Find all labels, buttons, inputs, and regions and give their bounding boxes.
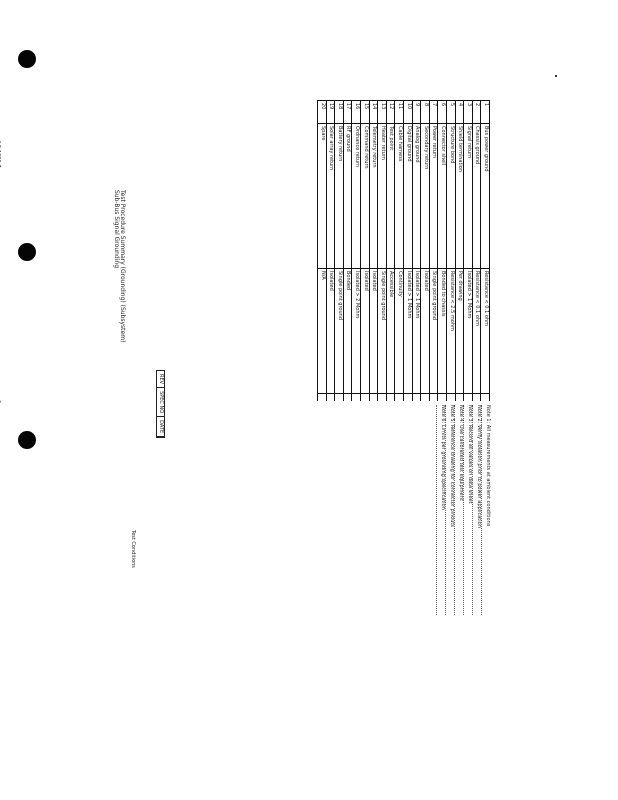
table-row	[420, 101, 429, 401]
table-cell: Isolated > 2 Mohm	[353, 269, 361, 394]
table-cell: Isolated	[361, 269, 369, 394]
table-cell: 12	[387, 101, 395, 124]
table-row	[472, 101, 481, 401]
spec-no-label: SPEC NO	[157, 388, 164, 417]
table-cell: Isolated > 1 Mohm	[413, 269, 421, 394]
table-cell: 18	[335, 101, 343, 124]
table-cell: 2	[473, 101, 481, 124]
note-line: Note 3: Record all values on data sheet	[463, 405, 472, 615]
table-row	[352, 101, 361, 401]
table-row	[377, 101, 386, 401]
table-cell: Structure bond	[447, 124, 455, 269]
table-row	[317, 101, 326, 401]
table-cell: Secondary return	[421, 124, 429, 269]
spec-table	[317, 100, 490, 401]
document-title	[113, 190, 125, 342]
table-row	[343, 101, 352, 401]
rev-label: REV	[157, 371, 164, 388]
table-cell: Telemetry return	[370, 124, 378, 269]
punch-hole	[18, 431, 36, 449]
table-cell: Resistance < 0.1 ohm	[481, 269, 489, 394]
subtitle-text: Sub-Bus Signal Grounding	[113, 190, 120, 269]
title-text: Test Procedure Summary (Grounding) (Subsystem)	[119, 190, 126, 343]
note-line: Note 1: All measurements at ambient conditions	[481, 405, 490, 615]
table-cell: Cable harness	[395, 124, 403, 269]
table-row	[437, 101, 446, 401]
table-cell: Bonded to chassis	[438, 269, 446, 394]
table-cell: 19	[327, 101, 335, 124]
table-cell: 1	[481, 101, 489, 124]
table-cell: 9	[413, 101, 421, 124]
table-cell: Single point ground	[378, 269, 386, 394]
table-row	[386, 101, 395, 401]
table-cell: Power return	[430, 124, 438, 269]
table-cell: Per drawing	[456, 269, 464, 394]
table-cell: Signal return	[464, 124, 472, 269]
table-row	[403, 101, 412, 401]
table-cell: 16	[353, 101, 361, 124]
table-row	[480, 101, 489, 401]
table-cell: 11	[395, 101, 403, 124]
table-cell: Resistance < 2.5 mohm	[447, 269, 455, 394]
table-row	[394, 101, 403, 401]
table-cell: Battery return	[335, 124, 343, 269]
table-cell: 15	[361, 101, 369, 124]
table-row	[463, 101, 472, 401]
table-cell: 3	[464, 101, 472, 124]
table-row	[455, 101, 464, 401]
punch-hole	[18, 243, 36, 261]
table-cell: N/A	[318, 269, 326, 394]
date-label: DATE	[157, 417, 164, 437]
table-cell: Isolated	[327, 269, 335, 394]
note-line: Note 2: Verify isolation prior to power application	[472, 405, 481, 615]
table-cell: 14	[370, 101, 378, 124]
table-cell: 10	[404, 101, 412, 124]
notes-block	[436, 405, 490, 615]
table-cell: 13	[378, 101, 386, 124]
table-cell: 20	[318, 101, 326, 124]
table-cell: Continuity	[395, 269, 403, 394]
table-cell: Shield termination	[456, 124, 464, 269]
table-cell: 4	[456, 101, 464, 124]
table-cell: RF ground	[344, 124, 352, 269]
table-cell: Analog ground	[413, 124, 421, 269]
note-line: Note 5: Reference drawing for connector pinouts	[445, 405, 454, 615]
note-line: Note 4: Use calibrated test equipment	[454, 405, 463, 615]
table-cell: 6	[438, 101, 446, 124]
table-row	[429, 101, 438, 401]
table-cell: Single point ground	[430, 269, 438, 394]
punch-hole	[18, 50, 36, 68]
revision-box	[156, 370, 165, 438]
table-cell: Isolated	[421, 269, 429, 394]
table-cell: 5	[447, 101, 455, 124]
table-cell: Bonded	[344, 269, 352, 394]
table-cell: Connector shell	[438, 124, 446, 269]
table-cell: Isolated > 1 Mohm	[464, 269, 472, 394]
table-cell: 7	[430, 101, 438, 124]
table-row	[446, 101, 455, 401]
table-cell: Isolated > 1 Mohm	[404, 269, 412, 394]
scan-mark	[555, 75, 557, 77]
table-cell: Chassis ground	[473, 124, 481, 269]
table-cell: 8	[421, 101, 429, 124]
table-row	[334, 101, 343, 401]
table-cell: Bus power ground	[481, 124, 489, 269]
table-cell: Test point	[387, 124, 395, 269]
header-right: Test Conditions	[130, 530, 136, 568]
table-cell: 17	[344, 101, 352, 124]
table-row	[360, 101, 369, 401]
note-line: Note 6: Limits per grounding specification	[436, 405, 445, 615]
table-cell: Resistance < 0.1 ohm	[473, 269, 481, 394]
table-cell: Spare	[318, 124, 326, 269]
table-cell: Digital ground	[404, 124, 412, 269]
table-cell: Accessible	[387, 269, 395, 394]
table-cell: Ordnance return	[353, 124, 361, 269]
table-row	[412, 101, 421, 401]
table-row	[326, 101, 335, 401]
rotated-spec-sheet	[75, 100, 505, 620]
table-cell: Solar array return	[327, 124, 335, 269]
table-cell: Isolated	[370, 269, 378, 394]
table-cell: Command return	[361, 124, 369, 269]
table-cell: Heater return	[378, 124, 386, 269]
table-row	[369, 101, 378, 401]
table-cell: Single point ground	[335, 269, 343, 394]
